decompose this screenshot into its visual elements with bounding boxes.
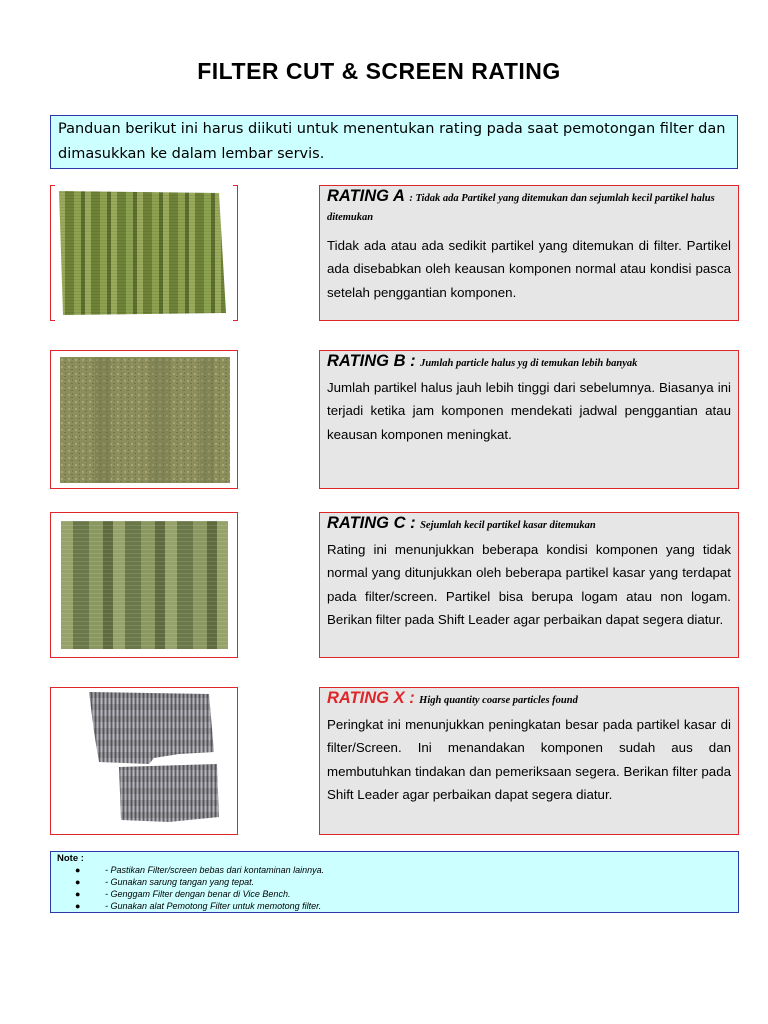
intro-box: Panduan berikut ini harus diikuti untuk menentukan rating pada saat pemotongan filter dan dimasukkan ke dalam lembar servis.: [50, 115, 738, 169]
rating-a-description: Tidak ada atau ada sedikit partikel yang ditemukan di filter. Partikel ada disebabkan oleh keausan komponen normal atau kondisi pasca setelah penggantian komponen.: [327, 238, 731, 300]
bullet-icon: ●: [75, 877, 81, 887]
filter-photo-rating-b: [60, 357, 230, 483]
rating-a-label: RATING A: [327, 187, 405, 205]
note-title: Note :: [57, 853, 84, 864]
rating-x-heading: [327, 690, 731, 709]
bracket-left: [50, 185, 55, 321]
note-item-text: - Gunakan alat Pemotong Filter untuk memotong filter.: [105, 901, 322, 911]
rating-b-subtitle: Jumlah particle halus yg di temukan lebih banyak: [420, 358, 638, 369]
note-item: [57, 864, 732, 876]
rating-c-photo-frame: [50, 512, 238, 658]
rating-x-label: RATING X :: [327, 689, 415, 707]
bullet-icon: ●: [75, 865, 81, 875]
note-list: [57, 864, 732, 912]
rating-a-subtitle: : Tidak ada Partikel yang ditemukan dan sejumlah kecil partikel halus ditemukan: [327, 193, 715, 223]
filter-photo-rating-c: [61, 521, 228, 649]
note-box: [50, 851, 739, 913]
rating-c-label: RATING C :: [327, 514, 416, 532]
rating-a-box: [319, 185, 739, 321]
filter-photo-rating-x: [59, 692, 231, 832]
bracket-right: [233, 185, 238, 321]
rating-c-heading: [327, 515, 731, 534]
rating-a-photo-frame: [50, 185, 238, 321]
rating-x-box: [319, 687, 739, 835]
page-title: FILTER CUT & SCREEN RATING: [197, 58, 561, 84]
rating-c-description: Rating ini menunjukkan beberapa kondisi komponen yang tidak normal yang ditunjukkan oleh beberapa partikel kasar yang terdapat pada filter/screen. Partikel bisa berupa logam atau non logam. Berikan filter pada Shift Leader agar perbaikan dapat segera diatur.: [327, 542, 731, 627]
bullet-icon: ●: [75, 889, 81, 899]
bullet-icon: ●: [75, 901, 81, 911]
note-item: [57, 888, 732, 900]
rating-x-description: Peringkat ini menunjukkan peningkatan besar pada partikel kasar di filter/Screen. Ini menandakan komponen sudah aus dan membutuhkan tindakan dan pemeriksaan segera. Berikan filter pada Shift Leader agar perbaikan dapat segera diatur.: [327, 717, 731, 802]
note-item: [57, 900, 732, 912]
rating-b-description: Jumlah partikel halus jauh lebih tinggi dari sebelumnya. Biasanya ini terjadi ketika jam komponen mendekati jadwal penggantian atau keausan komponen meningkat.: [327, 380, 731, 442]
rating-x-photo-frame: [50, 687, 238, 835]
rating-b-box: [319, 350, 739, 489]
note-item-text: - Genggam Filter dengan benar di Vice Bench.: [105, 889, 291, 899]
note-item-text: - Pastikan Filter/screen bebas dari kontaminan lainnya.: [105, 865, 325, 875]
rating-x-subtitle: High quantity coarse particles found: [419, 695, 578, 706]
rating-b-photo-frame: [50, 350, 238, 489]
note-item-text: - Gunakan sarung tangan yang tepat.: [105, 877, 255, 887]
rating-b-heading: [327, 353, 731, 372]
filter-photo-rating-a: [59, 189, 226, 315]
rating-a-heading: [327, 188, 731, 226]
rating-c-subtitle: Sejumlah kecil partikel kasar ditemukan: [420, 520, 596, 531]
rating-b-label: RATING B :: [327, 352, 416, 370]
rating-c-box: [319, 512, 739, 658]
note-item: [57, 876, 732, 888]
